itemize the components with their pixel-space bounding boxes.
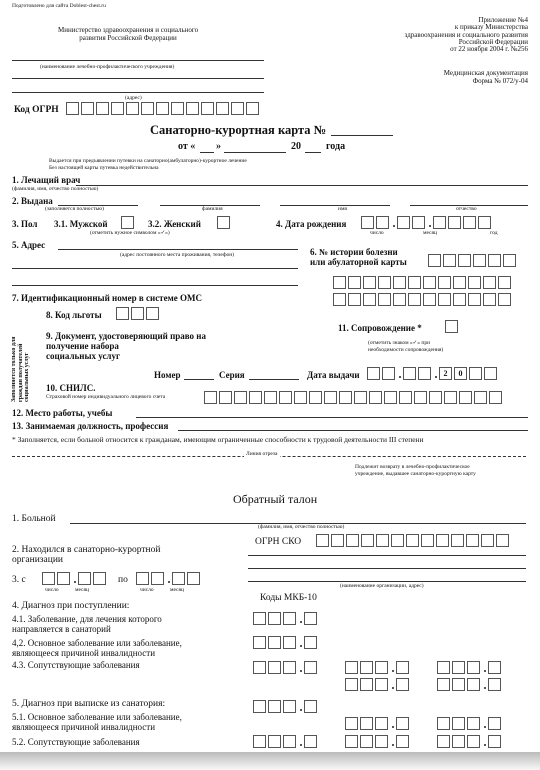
input-cell[interactable]: [428, 254, 441, 267]
input-cell[interactable]: [304, 735, 317, 748]
mkb-code-cells[interactable]: [253, 612, 319, 625]
input-cell[interactable]: [452, 735, 465, 748]
input-cell[interactable]: [484, 367, 497, 380]
input-cell[interactable]: [467, 678, 480, 691]
input-cell[interactable]: [393, 293, 406, 306]
input-cell[interactable]: [360, 678, 373, 691]
input-cell[interactable]: [393, 276, 406, 289]
input-cell[interactable]: [253, 661, 266, 674]
separator-dot: [298, 700, 304, 713]
input-cell[interactable]: [253, 636, 266, 649]
snils-cells[interactable]: [204, 391, 504, 404]
input-cell[interactable]: [473, 254, 486, 267]
institution-caption: (наименование лечебно-профилактического учреждения): [40, 64, 175, 70]
input-cell[interactable]: [348, 276, 361, 289]
mkb-code-cells[interactable]: [437, 661, 503, 674]
input-cell[interactable]: [187, 572, 200, 585]
input-cell[interactable]: [433, 216, 446, 229]
input-cell[interactable]: [333, 276, 346, 289]
form-title: Санаторно-курортная карта №: [150, 123, 327, 137]
input-cell[interactable]: [375, 678, 388, 691]
escort-label: 11. Сопровождение *: [338, 323, 422, 333]
mkb-code-cells[interactable]: [345, 735, 411, 748]
input-cell[interactable]: [488, 678, 501, 691]
stay-label: 2. Находился в санаторно-курортной организации: [12, 545, 161, 566]
input-cell[interactable]: [444, 391, 457, 404]
source-note: Подготовлено для сайта Doblest-chest.ru: [12, 3, 106, 9]
input-cell[interactable]: [136, 572, 149, 585]
input-cell[interactable]: [412, 216, 425, 229]
input-cell[interactable]: [488, 254, 501, 267]
input-cell[interactable]: [453, 276, 466, 289]
input-cell[interactable]: [283, 700, 296, 713]
input-cell[interactable]: [249, 391, 262, 404]
input-cell[interactable]: [438, 276, 451, 289]
input-cell[interactable]: [467, 661, 480, 674]
input-cell[interactable]: [437, 678, 450, 691]
input-cell[interactable]: [268, 636, 281, 649]
input-cell[interactable]: [468, 276, 481, 289]
input-cell[interactable]: [452, 661, 465, 674]
input-cell[interactable]: [361, 534, 374, 547]
mkb-code-cells[interactable]: [253, 661, 319, 674]
input-cell[interactable]: [348, 293, 361, 306]
input-cell[interactable]: [253, 735, 266, 748]
form-code: Медицинская документация Форма № 072/у-04: [443, 69, 528, 85]
separator-dot: [72, 572, 78, 585]
birthdate-cells[interactable]: [361, 216, 493, 229]
input-cell[interactable]: [503, 254, 516, 267]
cut-line: Линия отреза: [246, 451, 278, 457]
input-cell[interactable]: [378, 276, 391, 289]
male-checkbox[interactable]: [121, 216, 134, 229]
input-cell[interactable]: [268, 735, 281, 748]
input-cell[interactable]: [399, 391, 412, 404]
input-cell[interactable]: [116, 307, 129, 320]
input-cell[interactable]: [438, 293, 451, 306]
input-cell[interactable]: [57, 572, 70, 585]
input-cell[interactable]: [345, 661, 358, 674]
input-cell[interactable]: [42, 572, 55, 585]
history-label: 6. № истории болезни или абулаторной карты: [310, 247, 407, 267]
input-cell[interactable]: [201, 102, 214, 115]
period-from-cells[interactable]: [42, 572, 108, 585]
input-cell[interactable]: [443, 254, 456, 267]
input-cell[interactable]: [375, 735, 388, 748]
mkb-code-cells[interactable]: [437, 678, 503, 691]
ogrn-sko-label: ОГРН СКО: [255, 537, 302, 547]
input-cell[interactable]: [283, 612, 296, 625]
input-cell[interactable]: [463, 216, 476, 229]
appendix-block: Приложение №4 к приказу Министерства здравоохранения и социального развития Российской Федерации от 22 ноября 2004 г. №256: [404, 16, 528, 54]
doctor-label: 1. Лечащий врач: [12, 175, 81, 185]
input-cell[interactable]: [481, 534, 494, 547]
input-cell[interactable]: [360, 717, 373, 730]
input-cell[interactable]: [466, 534, 479, 547]
input-cell[interactable]: [408, 293, 421, 306]
diag-discharge-label: 5. Диагноз при выписке из санатория:: [12, 699, 166, 709]
input-cell[interactable]: [478, 216, 491, 229]
workplace-label: 12. Место работы, учебы: [12, 408, 113, 418]
input-cell[interactable]: [141, 102, 154, 115]
input-cell[interactable]: [81, 102, 94, 115]
input-cell[interactable]: [396, 661, 409, 674]
separator-dot: [298, 661, 304, 674]
input-cell[interactable]: [451, 534, 464, 547]
ogrn-label: Код ОГРН: [14, 105, 59, 115]
input-cell[interactable]: [378, 293, 391, 306]
input-cell[interactable]: [268, 700, 281, 713]
separator-dot: [482, 661, 488, 674]
input-cell[interactable]: [467, 735, 480, 748]
period-to-cells[interactable]: [136, 572, 202, 585]
input-cell[interactable]: [418, 367, 431, 380]
patient-label: 1. Больной: [12, 514, 56, 524]
input-cell[interactable]: [489, 391, 502, 404]
input-cell[interactable]: [468, 293, 481, 306]
input-cell[interactable]: [345, 678, 358, 691]
input-cell[interactable]: [354, 391, 367, 404]
input-cell[interactable]: [483, 276, 496, 289]
issued-note: Выдается при предъявлении путевки на санаторно(амбулаторно)-курортное лечение Без настоящей карты путевка недействительна: [49, 158, 247, 171]
input-cell[interactable]: [408, 276, 421, 289]
year-digit-cell[interactable]: 2: [439, 367, 452, 380]
return-note: Подлежит возврату в лечебно-профилактическое учреждение, выдавшее санаторно-курортную карту: [355, 464, 476, 478]
input-cell[interactable]: [469, 367, 482, 380]
input-cell[interactable]: [309, 391, 322, 404]
social-side-note: Заполняется только для граждан получателей социальных услуг: [11, 336, 31, 402]
input-cell[interactable]: [96, 102, 109, 115]
input-cell[interactable]: [474, 391, 487, 404]
address-caption: (адрес): [125, 95, 142, 101]
input-cell[interactable]: [423, 276, 436, 289]
issue-date-cells[interactable]: [367, 367, 499, 380]
input-cell[interactable]: [131, 307, 144, 320]
input-cell[interactable]: [219, 391, 232, 404]
input-cell[interactable]: [375, 717, 388, 730]
separator-dot: [433, 367, 439, 380]
input-cell[interactable]: [253, 700, 266, 713]
input-cell[interactable]: [361, 216, 374, 229]
input-cell[interactable]: [316, 534, 329, 547]
separator-dot: [298, 636, 304, 649]
input-cell[interactable]: [453, 293, 466, 306]
separator-dot: [482, 678, 488, 691]
input-cell[interactable]: [360, 735, 373, 748]
birthdate-label: 4. Дата рождения: [276, 219, 347, 229]
input-cell[interactable]: [204, 391, 217, 404]
input-cell[interactable]: [186, 102, 199, 115]
input-cell[interactable]: [367, 367, 380, 380]
input-cell[interactable]: [231, 102, 244, 115]
input-cell[interactable]: [406, 534, 419, 547]
input-cell[interactable]: [345, 717, 358, 730]
input-cell[interactable]: [294, 391, 307, 404]
input-cell[interactable]: [376, 534, 389, 547]
separator-dot: [166, 572, 172, 585]
ogrn-sko-cells[interactable]: [316, 534, 511, 547]
mkb-code-cells[interactable]: [345, 661, 411, 674]
scan-edge: [0, 752, 540, 770]
input-cell[interactable]: [437, 661, 450, 674]
input-cell[interactable]: [234, 391, 247, 404]
input-cell[interactable]: [421, 534, 434, 547]
input-cell[interactable]: [268, 661, 281, 674]
input-cell[interactable]: [498, 276, 511, 289]
input-cell[interactable]: [304, 612, 317, 625]
input-cell[interactable]: [339, 391, 352, 404]
input-cell[interactable]: [369, 391, 382, 404]
input-cell[interactable]: [111, 102, 124, 115]
footnote: * Заполняется, если больной относится к гражданам, имеющим ограниченные способности к трудовой деятельности III степени: [12, 435, 424, 444]
input-cell[interactable]: [363, 276, 376, 289]
input-cell[interactable]: [496, 534, 509, 547]
input-cell[interactable]: [156, 102, 169, 115]
input-cell[interactable]: [324, 391, 337, 404]
input-cell[interactable]: [146, 307, 159, 320]
input-cell[interactable]: [346, 534, 359, 547]
mkb-code-cells[interactable]: [345, 717, 411, 730]
diag-admission-label: 4. Диагноз при поступлении:: [12, 601, 130, 611]
input-cell[interactable]: [304, 700, 317, 713]
period-from-label: 3. с: [12, 575, 26, 585]
separator-dot: [482, 717, 488, 730]
input-cell[interactable]: [304, 661, 317, 674]
input-cell[interactable]: [414, 391, 427, 404]
mkb-code-cells[interactable]: [253, 636, 319, 649]
input-cell[interactable]: [452, 717, 465, 730]
input-cell[interactable]: [268, 612, 281, 625]
input-cell[interactable]: [459, 391, 472, 404]
separator-dot: [391, 216, 397, 229]
input-cell[interactable]: [331, 534, 344, 547]
input-cell[interactable]: [498, 293, 511, 306]
input-cell[interactable]: [283, 661, 296, 674]
input-cell[interactable]: [151, 572, 164, 585]
input-cell[interactable]: [382, 367, 395, 380]
separator-dot: [397, 367, 403, 380]
snils-label: 10. СНИЛС.: [46, 383, 96, 393]
input-cell[interactable]: [216, 102, 229, 115]
input-cell[interactable]: [423, 293, 436, 306]
mkb-code-cells[interactable]: [437, 717, 503, 730]
ministry-header: Министерство здравоохранения и социального развития Российской Федерации: [58, 26, 199, 42]
benefit-code-label: 8. Код льготы: [46, 310, 102, 320]
mkb-code-cells[interactable]: [437, 735, 503, 748]
input-cell[interactable]: [483, 293, 496, 306]
input-cell[interactable]: [429, 391, 442, 404]
input-cell[interactable]: [253, 612, 266, 625]
input-cell[interactable]: [488, 735, 501, 748]
input-cell[interactable]: [452, 678, 465, 691]
coupon-title: Обратный талон: [233, 492, 318, 506]
input-cell[interactable]: [172, 572, 185, 585]
separator-dot: [482, 735, 488, 748]
input-cell[interactable]: [345, 735, 358, 748]
position-label: 13. Занимаемая должность, профессия: [12, 421, 169, 431]
input-cell[interactable]: [376, 216, 389, 229]
mkb-code-cells[interactable]: [253, 735, 319, 748]
input-cell[interactable]: [448, 216, 461, 229]
separator-dot: [298, 612, 304, 625]
issued-to-label: 2. Выдана: [12, 196, 53, 206]
input-cell[interactable]: [396, 735, 409, 748]
year-digit-cell[interactable]: 0: [454, 367, 467, 380]
input-cell[interactable]: [437, 717, 450, 730]
input-cell[interactable]: [396, 717, 409, 730]
input-cell[interactable]: [375, 661, 388, 674]
input-cell[interactable]: [171, 102, 184, 115]
input-cell[interactable]: [391, 534, 404, 547]
input-cell[interactable]: [360, 661, 373, 674]
input-cell[interactable]: [436, 534, 449, 547]
mkb-code-cells[interactable]: [345, 678, 411, 691]
escort-checkbox[interactable]: [445, 320, 458, 333]
input-cell[interactable]: [488, 717, 501, 730]
input-cell[interactable]: [437, 735, 450, 748]
input-cell[interactable]: [283, 735, 296, 748]
separator-dot: [298, 735, 304, 748]
input-cell[interactable]: [279, 391, 292, 404]
date-from: от «: [178, 141, 196, 152]
input-cell[interactable]: [126, 102, 139, 115]
mkb-label: Коды МКБ-10: [260, 593, 317, 603]
separator-dot: [390, 661, 396, 674]
input-cell[interactable]: [384, 391, 397, 404]
input-cell[interactable]: [403, 367, 416, 380]
separator-dot: [427, 216, 433, 229]
input-cell[interactable]: [396, 678, 409, 691]
input-cell[interactable]: [333, 293, 346, 306]
oms-label: 7. Идентификационный номер в системе ОМС: [12, 293, 202, 303]
document-label: 9. Документ, удостоверяющий право на получение набора социальных услуг: [46, 331, 206, 362]
oms-cells[interactable]: [333, 276, 513, 289]
female-checkbox[interactable]: [217, 216, 230, 229]
input-cell[interactable]: [283, 636, 296, 649]
input-cell[interactable]: [304, 636, 317, 649]
mkb-code-cells[interactable]: [253, 700, 319, 713]
history-cells[interactable]: [428, 254, 518, 267]
input-cell[interactable]: [246, 102, 259, 115]
separator-dot: [390, 735, 396, 748]
input-cell[interactable]: [78, 572, 91, 585]
benefit-cells[interactable]: [116, 307, 161, 320]
input-cell[interactable]: [458, 254, 471, 267]
ogrn-cells[interactable]: [66, 102, 261, 115]
input-cell[interactable]: [264, 391, 277, 404]
address-label: 5. Адрес: [12, 240, 46, 250]
input-cell[interactable]: [397, 216, 410, 229]
input-cell[interactable]: [93, 572, 106, 585]
input-cell[interactable]: [363, 293, 376, 306]
input-cell[interactable]: [488, 661, 501, 674]
separator-dot: [390, 717, 396, 730]
input-cell[interactable]: [66, 102, 79, 115]
input-cell[interactable]: [467, 717, 480, 730]
separator-dot: [390, 678, 396, 691]
